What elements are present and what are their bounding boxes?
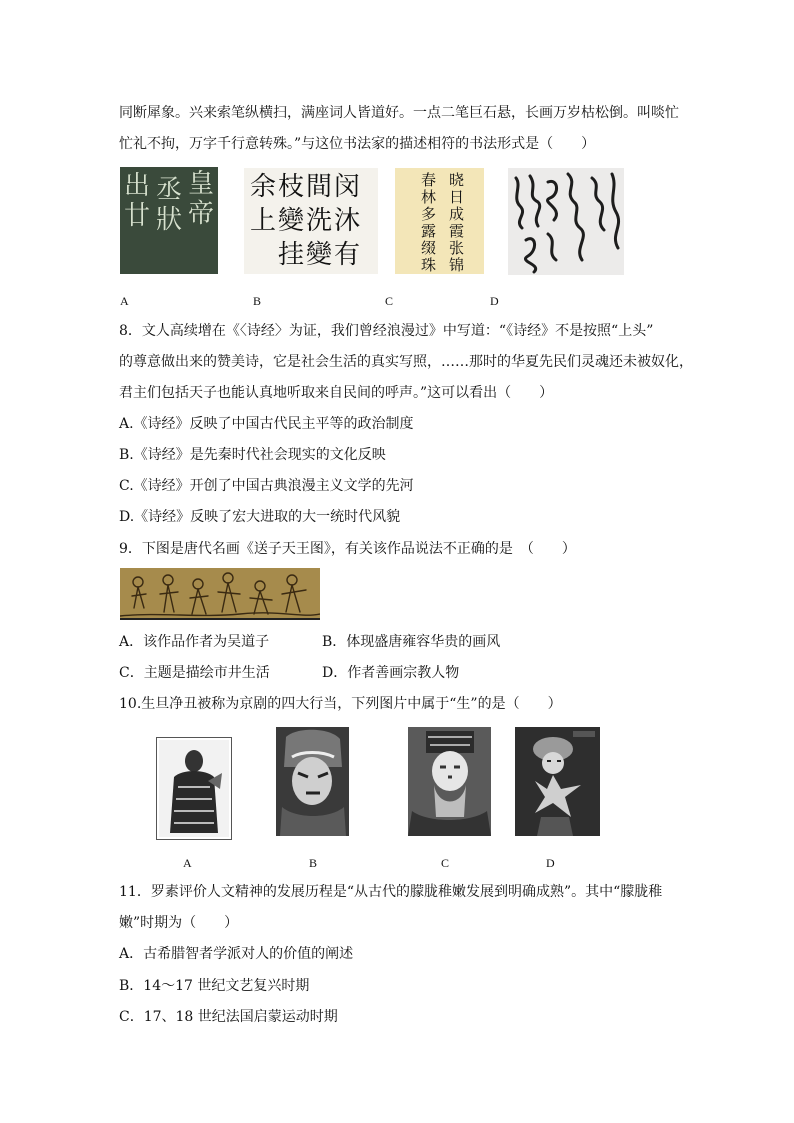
q8-option-b: B.《诗经》是先秦时代社会现实的文化反映 <box>119 447 386 463</box>
q8-stem-line3: 君主们包括天子也能认真地听取来自民间的呼声。”这可以看出（ ） <box>119 385 554 401</box>
q11-stem-line2: 嫩”时期为（ ） <box>119 915 239 931</box>
clerical-row-3: 挂變有 <box>278 240 363 270</box>
q8-option-a: A.《诗经》反映了中国古代民主平等的政治制度 <box>119 416 414 432</box>
seal-column-3: 出廿 <box>124 171 151 231</box>
q7-label-d: D <box>490 294 499 308</box>
calligraphy-image-c <box>395 168 484 274</box>
calligraphy-image-a <box>120 167 218 274</box>
q8-stem-line2: 的尊意做出来的赞美诗，它是社会生活的真实写照，……那时的华夏先民们灵魂还未被奴化， <box>119 354 693 370</box>
q8-option-d: D.《诗经》反映了宏大进取的大一统时代风貌 <box>119 509 401 525</box>
q10-label-d: D <box>546 856 555 870</box>
q9-option-c: C．主题是描绘市井生活 <box>119 665 270 681</box>
q10-label-a: A <box>183 856 192 870</box>
seal-column-1: 皇帝 <box>188 169 215 229</box>
painting-image <box>120 568 320 620</box>
q10-label-b: B <box>309 856 318 870</box>
q7-label-b: B <box>253 294 262 308</box>
q8-option-c: C.《诗经》开创了中国古典浪漫主义文学的先河 <box>119 478 414 494</box>
calligraphy-image-b <box>244 168 378 274</box>
q8-stem-line1: 8．文人高续增在《〈诗经〉为证，我们曾经浪漫过》中写道：“《诗经》不是按照“上头” <box>119 323 654 339</box>
calligraphy-image-d <box>508 168 624 275</box>
q9-option-b: B．体现盛唐雍容华贵的画风 <box>322 634 501 650</box>
opera-photo-a <box>156 737 232 840</box>
q10-stem: 10.生旦净丑被称为京剧的四大行当，下列图片中属于“生”的是（ ） <box>119 696 562 712</box>
q7-label-c: C <box>385 294 394 308</box>
q11-option-b: B．14～17 世纪文艺复兴时期 <box>119 978 310 994</box>
regular-column-2: 春林多露缀珠 <box>421 171 437 274</box>
q11-stem-line1: 11．罗素评价人文精神的发展历程是“从古代的朦胧稚嫩发展到明确成熟”。其中“朦胧稚 <box>119 884 663 900</box>
q7-stem-line2: 忙礼不拘，万字千行意转殊。”与这位书法家的描述相符的书法形式是（ ） <box>119 136 596 152</box>
regular-column-1: 晓日成霞张锦 <box>449 171 465 274</box>
q9-stem: 9．下图是唐代名画《送子天王图》，有关该作品说法不正确的是 （ ） <box>119 541 576 557</box>
q9-option-d: D．作者善画宗教人物 <box>322 665 460 681</box>
q11-option-a: A．古希腊智者学派对人的价值的阐述 <box>119 946 354 962</box>
opera-photo-c <box>408 727 491 836</box>
seal-column-2: 丞狀 <box>156 175 183 235</box>
q9-option-a: A．该作品作者为吴道子 <box>119 634 270 650</box>
q10-label-c: C <box>441 856 450 870</box>
opera-photo-b <box>276 727 349 836</box>
q11-option-c: C．17、18 世纪法国启蒙运动时期 <box>119 1009 338 1025</box>
clerical-row-1: 余枝間闵 <box>250 172 363 202</box>
q7-stem-line1: 同断犀象。兴来索笔纵横扫，满座词人皆道好。一点二笔巨石悬，长画万岁枯松倒。叫啖忙 <box>119 105 679 121</box>
opera-photo-d <box>515 727 600 836</box>
q7-label-a: A <box>120 294 129 308</box>
clerical-row-2: 上變洗沐 <box>250 206 363 236</box>
